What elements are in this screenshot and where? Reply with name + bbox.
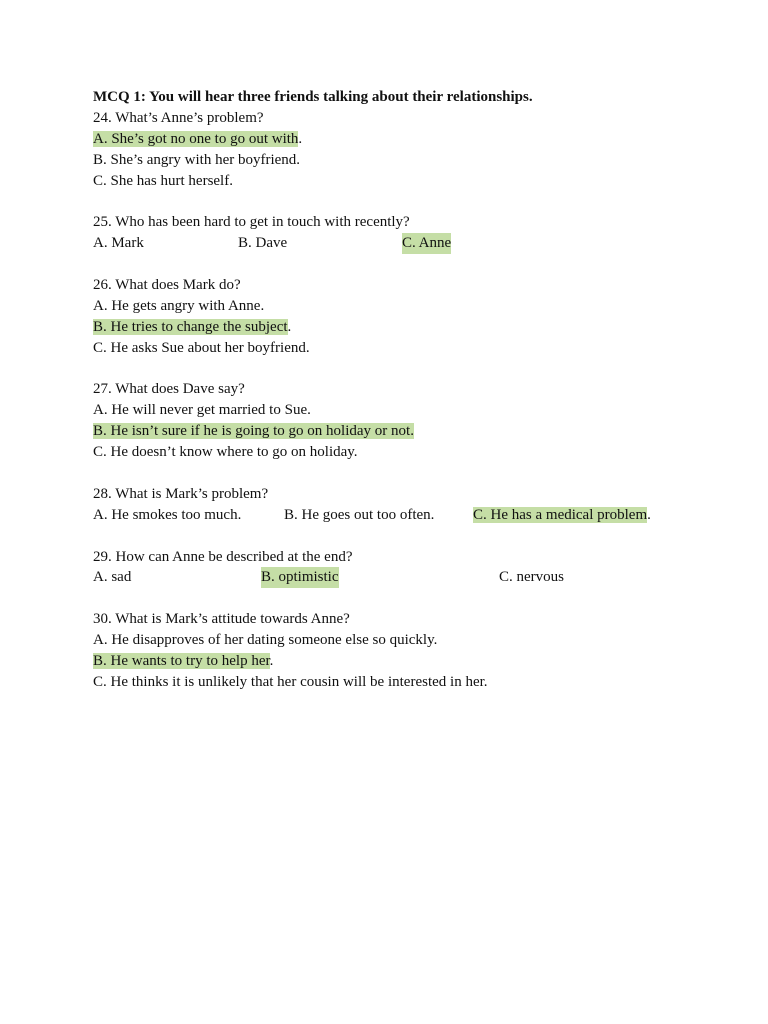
spacer (93, 463, 733, 484)
question-29: 29. How can Anne be described at the end? (93, 548, 353, 565)
question-28-option-b: B. He goes out too often. (284, 506, 435, 523)
question-26-option-c: C. He asks Sue about her boyfriend. (93, 339, 310, 356)
section-heading: MCQ 1: You will hear three friends talking about their relationships. (93, 89, 533, 105)
question-26-option-a: A. He gets angry with Anne. (93, 297, 265, 314)
question-30-option-a: A. He disapproves of her dating someone else so quickly. (93, 632, 438, 649)
document-page (93, 87, 733, 693)
question-30: 30. What is Mark’s attitude towards Anne? (93, 611, 350, 628)
highlighted-answer: B. He isn’t sure if he is going to go on holiday or not. (93, 423, 414, 440)
question-24-option-a (93, 129, 733, 150)
highlighted-answer: B. He tries to change the subject (93, 318, 288, 335)
question-28: 28. What is Mark’s problem? (93, 485, 269, 502)
question-25-option-c: C. Anne (402, 233, 451, 254)
question-27-option-a: A. He will never get married to Sue. (93, 402, 311, 419)
answer-punctuation: . (269, 653, 274, 670)
question-24-option-c: C. She has hurt herself. (93, 172, 233, 189)
question-29-option-c: C. nervous (499, 569, 564, 586)
question-29-option-a: A. sad (93, 569, 132, 586)
question-26-option-b (93, 317, 733, 338)
highlighted-answer: C. He has a medical problem (473, 506, 648, 523)
highlighted-answer: A. She’s got no one to go out with (93, 130, 299, 147)
spacer (93, 588, 733, 609)
question-28-option-a: A. He smokes too much. (93, 506, 242, 523)
question-27-option-b (93, 421, 733, 442)
question-25-options (93, 233, 733, 254)
spacer (93, 526, 733, 547)
answer-punctuation: . (647, 506, 651, 523)
question-27: 27. What does Dave say? (93, 381, 245, 398)
question-24: 24. What’s Anne’s problem? (93, 109, 264, 126)
answer-punctuation: . (287, 318, 292, 335)
question-25-option-a: A. Mark (93, 235, 144, 252)
question-28-option-c (473, 505, 651, 526)
highlighted-answer: B. He wants to try to help her (93, 653, 270, 670)
question-25: 25. Who has been hard to get in touch with recently? (93, 214, 410, 231)
question-25-option-b: B. Dave (238, 235, 288, 252)
answer-punctuation: . (298, 130, 303, 147)
question-30-option-b (93, 651, 733, 672)
question-26: 26. What does Mark do? (93, 277, 241, 294)
question-28-options (93, 505, 733, 526)
question-30-option-c: C. He thinks it is unlikely that her cousin will be interested in her. (93, 673, 488, 690)
question-29-option-b: B. optimistic (261, 567, 339, 588)
spacer (93, 254, 733, 275)
question-24-option-b: B. She’s angry with her boyfriend. (93, 151, 301, 168)
question-27-option-c: C. He doesn’t know where to go on holiday. (93, 444, 358, 461)
spacer (93, 359, 733, 380)
question-29-options (93, 567, 733, 588)
spacer (93, 191, 733, 212)
